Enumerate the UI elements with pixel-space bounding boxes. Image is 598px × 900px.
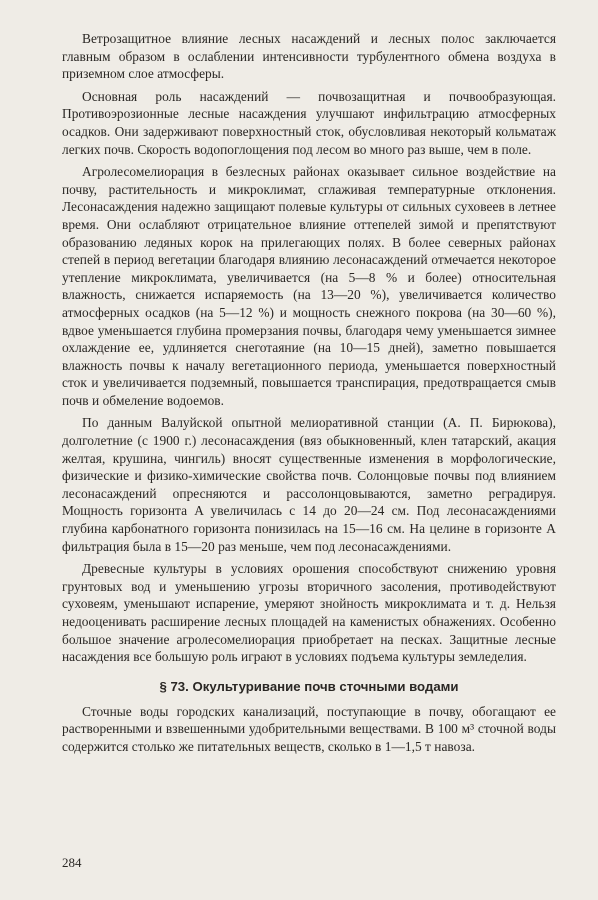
paragraph-sewage-water: Сточные воды городских канализаций, поступающие в почву, обогащают ее растворенными и взвешенными удобрительными веществами. В 100 м³ сточной воды содержится столько же питательных веществ, сколько в 1—1,5 т навоза. (62, 703, 556, 754)
paragraph-windbreak: Ветрозащитное влияние лесных насаждений и лесных полос заключается главным образом в ослаблении интенсивности турбулентного обмена воздуха в приземном слое атмосферы. (62, 31, 556, 82)
section-heading: § 73. Окультуривание почв сточными водами (159, 678, 459, 694)
page-number: 284 (62, 855, 82, 870)
paragraph-soil-protection: Основная роль насаждений — почвозащитная и почвообразующая. Противоэрозионные лесные насаждения улучшают инфильтрацию атмосферных осадков. Они задерживают поверхностный сток, обусловливая некоторый кольматаж легких почв. Скорость водопоглощения под лесом во много раз выше, чем в поле. (62, 88, 556, 157)
paragraph-agroforestry: Агролесомелиорация в безлесных районах оказывает сильное воздействие на почву, растительность и микроклимат, сглаживая температурные отклонения. Лесонасаждения надежно защищают полевые культуры от сильных суховеев в летнее время. Они ослабляют отрицательное влияние оттепелей зимой и препятствуют образованию ледяных корок на прилегающих полях. В более северных районах степей в период вегетации благодаря влиянию лесонасаждений отмечается некоторое утепление микроклимата, увеличивается (на 5—8 % и более) относительная влажность, снижается испаряемость (на 13—20 %), увеличивается количество атмосферных осадков (на 5—12 %) и мощность снежного покрова (на 30—60 %), вдвое уменьшается глубина промерзания почвы, благодаря чему уменьшается зимнее охлаждение ее, удлиняется снеготаяние (на 10—15 дней), заметно повышается влажность почвы к началу вегетационного периода, уменьшается поверхностный сток и увеличивается подземный, повышается транспирация, предотвращается смыв почв и обмеление водоемов. (62, 164, 556, 408)
paragraph-irrigation: Древесные культуры в условиях орошения способствуют снижению уровня грунтовых вод и уменьшению угрозы вторичного засоления, противодействуют суховеям, уменьшают испарение, умеряют знойность микроклимата и т. д. Нельзя недооценивать расширение лесных площадей на каменистых обнажениях. Особенно большое значение агролесомелиорация приобретает на песках. Защитные лесные насаждения все большую роль играют в условиях подъема культуры земледелия. (62, 561, 556, 665)
page-text (62, 30, 556, 761)
paragraph-valuyskaya-station: По данным Валуйской опытной мелиоративной станции (А. П. Бирюкова), долголетние (с 1900 г.) лесонасаждения (вяз обыкновенный, клен татарский, акация желтая, крушина, чингиль) вносят существенные изменения в морфологические, физические и физико-химические свойства почв. Солонцовые почвы под влиянием лесонасаждений опресняются и рассолонцовываются, заметно реградируя. Мощность горизонта A увеличилась с 14 до 20—24 см. Под лесонасаждениями глубина карбонатного горизонта понизилась на 15—16 см. На целине в горизонте A фильтрация была в 15—20 раз меньше, чем под лесонасаждениями. (62, 415, 556, 554)
